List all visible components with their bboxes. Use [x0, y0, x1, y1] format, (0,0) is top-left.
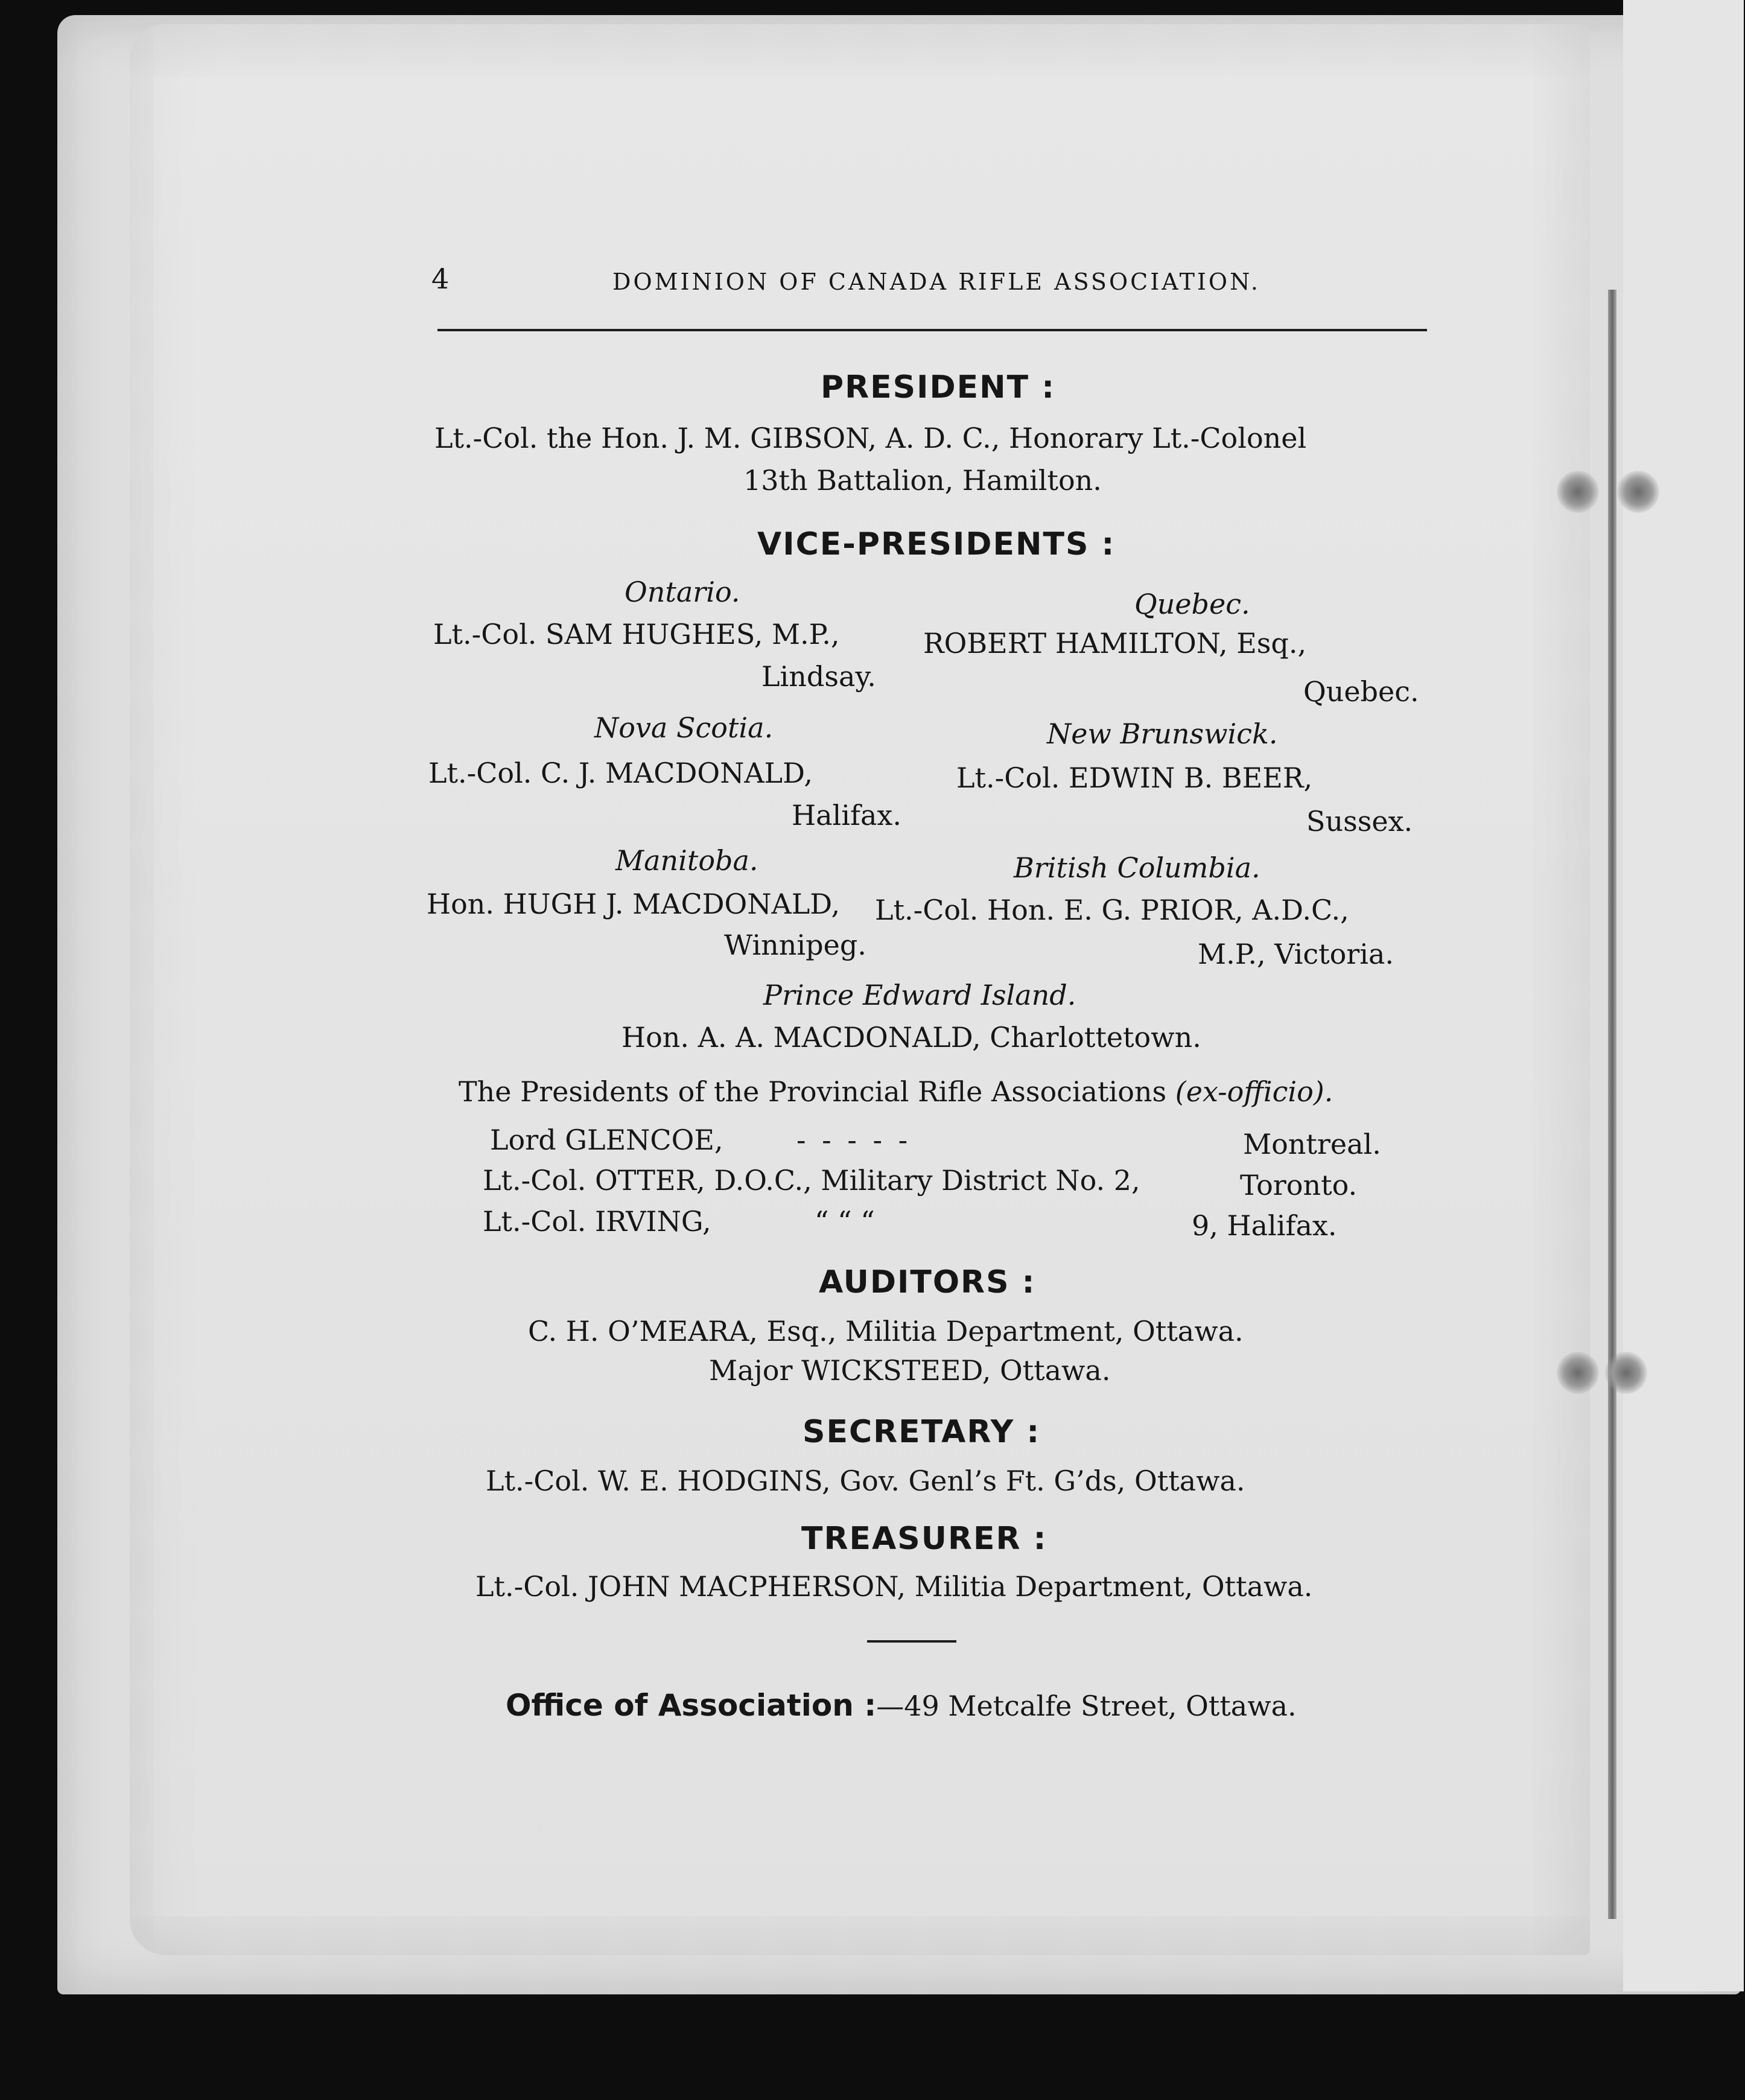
provincial-row-place: Toronto. — [1240, 1169, 1358, 1201]
treasurer-heading: TREASURER : — [801, 1521, 1047, 1557]
province-nova-scotia: Nova Scotia. — [594, 711, 774, 744]
auditors-line-2: Major WICKSTEED, Ottawa. — [709, 1354, 1111, 1387]
page-margin — [1623, 0, 1744, 1991]
secretary-heading: SECRETARY : — [803, 1414, 1041, 1450]
office-line — [506, 1687, 1297, 1725]
vp-quebec-name: ROBERT HAMILTON, Esq., — [923, 627, 1307, 660]
office-label: Office of Association : — [506, 1688, 877, 1723]
provincial-row-name: Lord GLENCOE, — [490, 1124, 723, 1156]
ex-officio-note: (ex-officio). — [1175, 1075, 1333, 1108]
provincial-row-dashes: - - - - - — [796, 1124, 912, 1156]
provincial-intro-text: The Presidents of the Provincial Rifle Associations — [459, 1075, 1167, 1108]
province-new-brunswick: New Brunswick. — [1047, 718, 1278, 750]
province-pei: Prince Edward Island. — [763, 979, 1076, 1011]
ink-smudge — [1557, 1352, 1599, 1394]
page-header — [431, 253, 1427, 320]
vp-pei-name: Hon. A. A. MACDONALD, Charlottetown. — [621, 1021, 1201, 1054]
vp-manitoba-name: Hon. HUGH J. MACDONALD, — [427, 888, 841, 920]
ink-smudge — [1617, 471, 1659, 513]
page-fold — [1608, 290, 1616, 1919]
vp-nova-scotia-place: Halifax. — [792, 799, 901, 832]
provincial-row-place: Montreal. — [1243, 1128, 1381, 1160]
vp-nova-scotia-name: Lt.-Col. C. J. MACDONALD, — [428, 757, 813, 789]
president-line-1: Lt.-Col. the Hon. J. M. GIBSON, A. D. C., Honorary Lt.-Colonel — [434, 422, 1307, 454]
auditors-line-1: C. H. O’MEARA, Esq., Militia Department, Ottawa. — [528, 1315, 1244, 1348]
secretary-line-1: Lt.-Col. W. E. HODGINS, Gov. Genl’s Ft. G’ds, Ottawa. — [486, 1465, 1245, 1497]
office-address: —49 Metcalfe Street, Ottawa. — [876, 1690, 1297, 1722]
president-heading: PRESIDENT : — [821, 369, 1056, 406]
auditors-heading: AUDITORS : — [819, 1264, 1036, 1300]
province-british-columbia: British Columbia. — [1014, 851, 1260, 884]
page-content — [431, 253, 1427, 320]
vp-ontario-place: Lindsay. — [761, 660, 876, 693]
vp-new-brunswick-place: Sussex. — [1306, 805, 1413, 838]
running-title: DOMINION OF CANADA RIFLE ASSOCIATION. — [612, 269, 1260, 295]
provincial-row-name: Lt.-Col. IRVING, — [483, 1205, 711, 1238]
provincial-row-ditto: “ “ “ — [815, 1205, 875, 1238]
vp-british-columbia-name: Lt.-Col. Hon. E. G. PRIOR, A.D.C., — [875, 894, 1349, 926]
vp-manitoba-place: Winnipeg. — [724, 929, 866, 961]
page-number: 4 — [431, 262, 450, 295]
treasurer-line-1: Lt.-Col. JOHN MACPHERSON, Militia Department, Ottawa. — [475, 1570, 1313, 1603]
ink-smudge — [1557, 471, 1599, 513]
vp-british-columbia-place: M.P., Victoria. — [1198, 938, 1394, 970]
provincial-row-name: Lt.-Col. OTTER, D.O.C., Military District No. 2, — [483, 1164, 1140, 1197]
header-rule — [437, 329, 1427, 331]
vice-presidents-heading: VICE-PRESIDENTS : — [757, 526, 1116, 562]
province-manitoba: Manitoba. — [615, 844, 758, 877]
provincial-intro — [459, 1073, 1333, 1110]
vp-quebec-place: Quebec. — [1303, 675, 1419, 708]
province-quebec: Quebec. — [1134, 588, 1250, 620]
province-ontario: Ontario. — [625, 576, 740, 608]
vp-ontario-name: Lt.-Col. SAM HUGHES, M.P., — [433, 618, 840, 651]
ink-smudge — [1605, 1352, 1647, 1394]
president-line-2: 13th Battalion, Hamilton. — [743, 464, 1102, 497]
provincial-row-place: 9, Halifax. — [1192, 1209, 1337, 1242]
vp-new-brunswick-name: Lt.-Col. EDWIN B. BEER, — [956, 762, 1313, 794]
section-rule — [867, 1640, 956, 1643]
